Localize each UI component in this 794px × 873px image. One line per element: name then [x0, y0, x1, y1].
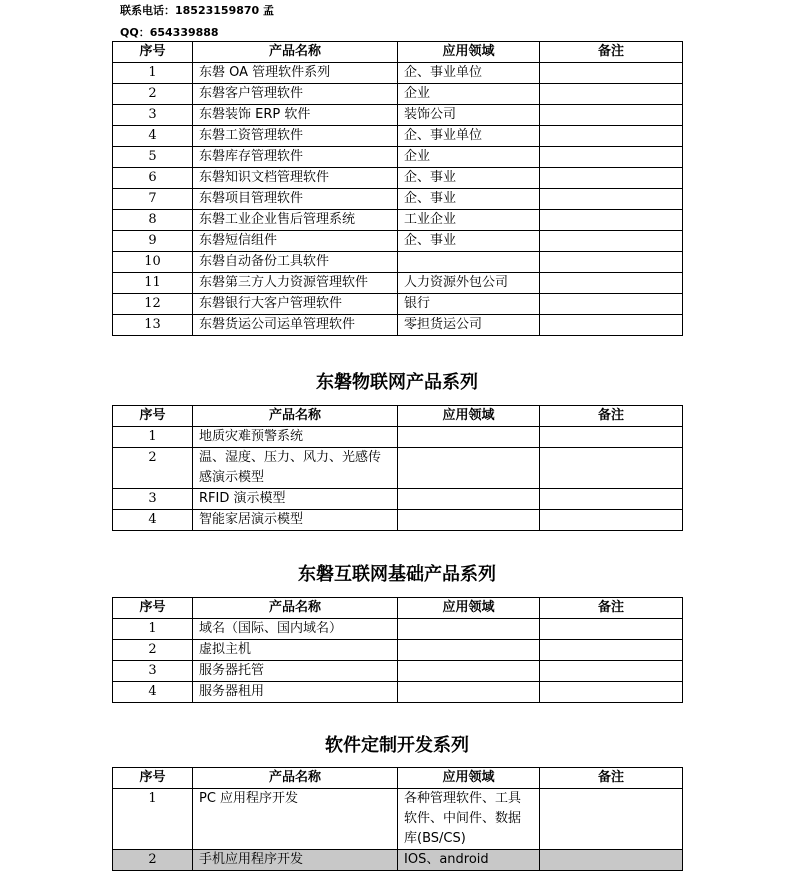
row-field: 企、事业 — [398, 189, 540, 210]
row-note — [540, 510, 683, 531]
row-num: 1 — [113, 789, 193, 850]
header-name: 产品名称 — [193, 768, 398, 789]
row-field — [398, 619, 540, 640]
row-field: 工业企业 — [398, 210, 540, 231]
table-header-row — [113, 406, 683, 427]
row-note — [540, 489, 683, 510]
row-field: 企业 — [398, 147, 540, 168]
header-name: 产品名称 — [193, 406, 398, 427]
row-note — [540, 126, 683, 147]
row-field: IOS、android — [398, 850, 540, 871]
section-title-internet: 东磐互联网基础产品系列 — [298, 564, 496, 585]
row-name: 东磐银行大客户管理软件 — [193, 294, 398, 315]
table-row — [113, 294, 683, 315]
header-field: 应用领域 — [398, 768, 540, 789]
row-name: 服务器租用 — [193, 682, 398, 703]
row-note — [540, 210, 683, 231]
row-field — [398, 640, 540, 661]
row-name: 地质灾难预警系统 — [193, 427, 398, 448]
row-field — [398, 448, 540, 489]
row-name: 域名（国际、国内域名） — [193, 619, 398, 640]
table-header-row — [113, 768, 683, 789]
row-num: 3 — [113, 661, 193, 682]
row-num: 1 — [113, 63, 193, 84]
row-field: 企、事业单位 — [398, 126, 540, 147]
row-field: 企、事业 — [398, 231, 540, 252]
row-field: 银行 — [398, 294, 540, 315]
row-field: 企、事业 — [398, 168, 540, 189]
table-row — [113, 84, 683, 105]
row-num: 9 — [113, 231, 193, 252]
table-header-row — [113, 42, 683, 63]
row-name: RFID 演示模型 — [193, 489, 398, 510]
table-row — [113, 231, 683, 252]
row-num: 3 — [113, 105, 193, 126]
row-field — [398, 661, 540, 682]
row-note — [540, 294, 683, 315]
header-num: 序号 — [113, 768, 193, 789]
table-row — [113, 619, 683, 640]
row-num: 4 — [113, 682, 193, 703]
row-num: 13 — [113, 315, 193, 336]
row-num: 4 — [113, 126, 193, 147]
row-num: 10 — [113, 252, 193, 273]
table-row — [113, 189, 683, 210]
header-field: 应用领域 — [398, 598, 540, 619]
row-note — [540, 850, 683, 871]
header-note: 备注 — [540, 42, 683, 63]
row-note — [540, 231, 683, 252]
header-note: 备注 — [540, 598, 683, 619]
table-row — [113, 105, 683, 126]
row-note — [540, 682, 683, 703]
table-header-row — [113, 598, 683, 619]
row-num: 8 — [113, 210, 193, 231]
row-num: 2 — [113, 448, 193, 489]
row-name: 东磐第三方人力资源管理软件 — [193, 273, 398, 294]
table-row — [113, 510, 683, 531]
header-num: 序号 — [113, 406, 193, 427]
table-row — [113, 850, 683, 871]
row-name: 东磐自动备份工具软件 — [193, 252, 398, 273]
row-field — [398, 427, 540, 448]
row-note — [540, 789, 683, 850]
table-row — [113, 789, 683, 850]
header-num: 序号 — [113, 42, 193, 63]
row-note — [540, 147, 683, 168]
row-num: 2 — [113, 84, 193, 105]
iot-products-table — [112, 405, 683, 531]
row-name: 服务器托管 — [193, 661, 398, 682]
table-row — [113, 252, 683, 273]
table-row — [113, 273, 683, 294]
row-note — [540, 63, 683, 84]
row-note — [540, 252, 683, 273]
custom-dev-table — [112, 767, 683, 871]
row-name: 东磐客户管理软件 — [193, 84, 398, 105]
row-name: 东磐库存管理软件 — [193, 147, 398, 168]
row-num: 7 — [113, 189, 193, 210]
header-note: 备注 — [540, 768, 683, 789]
row-name: 东磐工业企业售后管理系统 — [193, 210, 398, 231]
row-field — [398, 252, 540, 273]
table-row — [113, 661, 683, 682]
row-num: 1 — [113, 619, 193, 640]
section-title-custom: 软件定制开发系列 — [325, 735, 469, 756]
row-field: 各种管理软件、工具软件、中间件、数据库(BS/CS) — [398, 789, 540, 850]
row-num: 1 — [113, 427, 193, 448]
table-row — [113, 63, 683, 84]
row-name: 手机应用程序开发 — [193, 850, 398, 871]
row-num: 4 — [113, 510, 193, 531]
row-note — [540, 168, 683, 189]
row-note — [540, 640, 683, 661]
row-num: 5 — [113, 147, 193, 168]
row-num: 6 — [113, 168, 193, 189]
row-field: 零担货运公司 — [398, 315, 540, 336]
header-name: 产品名称 — [193, 42, 398, 63]
row-note — [540, 619, 683, 640]
header-name: 产品名称 — [193, 598, 398, 619]
row-name: 智能家居演示模型 — [193, 510, 398, 531]
row-field: 企业 — [398, 84, 540, 105]
row-field — [398, 489, 540, 510]
row-name: 虚拟主机 — [193, 640, 398, 661]
row-name: 东磐 OA 管理软件系列 — [193, 63, 398, 84]
row-num: 3 — [113, 489, 193, 510]
table-row — [113, 427, 683, 448]
row-num: 11 — [113, 273, 193, 294]
row-note — [540, 105, 683, 126]
table-row — [113, 168, 683, 189]
header-field: 应用领域 — [398, 42, 540, 63]
row-name: 东磐货运公司运单管理软件 — [193, 315, 398, 336]
row-name: 东磐项目管理软件 — [193, 189, 398, 210]
row-name: 东磐短信组件 — [193, 231, 398, 252]
table-row — [113, 448, 683, 489]
row-field: 企、事业单位 — [398, 63, 540, 84]
table-row — [113, 640, 683, 661]
row-note — [540, 427, 683, 448]
table-row — [113, 210, 683, 231]
row-note — [540, 315, 683, 336]
row-field: 人力资源外包公司 — [398, 273, 540, 294]
row-name: 温、湿度、压力、风力、光感传感演示模型 — [193, 448, 398, 489]
header-field: 应用领域 — [398, 406, 540, 427]
row-note — [540, 189, 683, 210]
row-num: 12 — [113, 294, 193, 315]
table-row — [113, 126, 683, 147]
row-note — [540, 84, 683, 105]
section-title-iot: 东磐物联网产品系列 — [316, 372, 478, 393]
table-row — [113, 489, 683, 510]
table-row — [113, 147, 683, 168]
header-note: 备注 — [540, 406, 683, 427]
row-note — [540, 448, 683, 489]
row-note — [540, 661, 683, 682]
internet-products-table — [112, 597, 683, 703]
contact-phone: 联系电话：18523159870 孟 — [120, 4, 275, 17]
row-name: 东磐知识文档管理软件 — [193, 168, 398, 189]
header-num: 序号 — [113, 598, 193, 619]
row-field — [398, 510, 540, 531]
row-name: PC 应用程序开发 — [193, 789, 398, 850]
software-products-table — [112, 41, 683, 336]
table-row — [113, 315, 683, 336]
row-note — [540, 273, 683, 294]
table-row — [113, 682, 683, 703]
row-name: 东磐工资管理软件 — [193, 126, 398, 147]
row-field — [398, 682, 540, 703]
row-field: 装饰公司 — [398, 105, 540, 126]
contact-qq: QQ：654339888 — [120, 26, 219, 39]
row-name: 东磐装饰 ERP 软件 — [193, 105, 398, 126]
row-num: 2 — [113, 850, 193, 871]
row-num: 2 — [113, 640, 193, 661]
